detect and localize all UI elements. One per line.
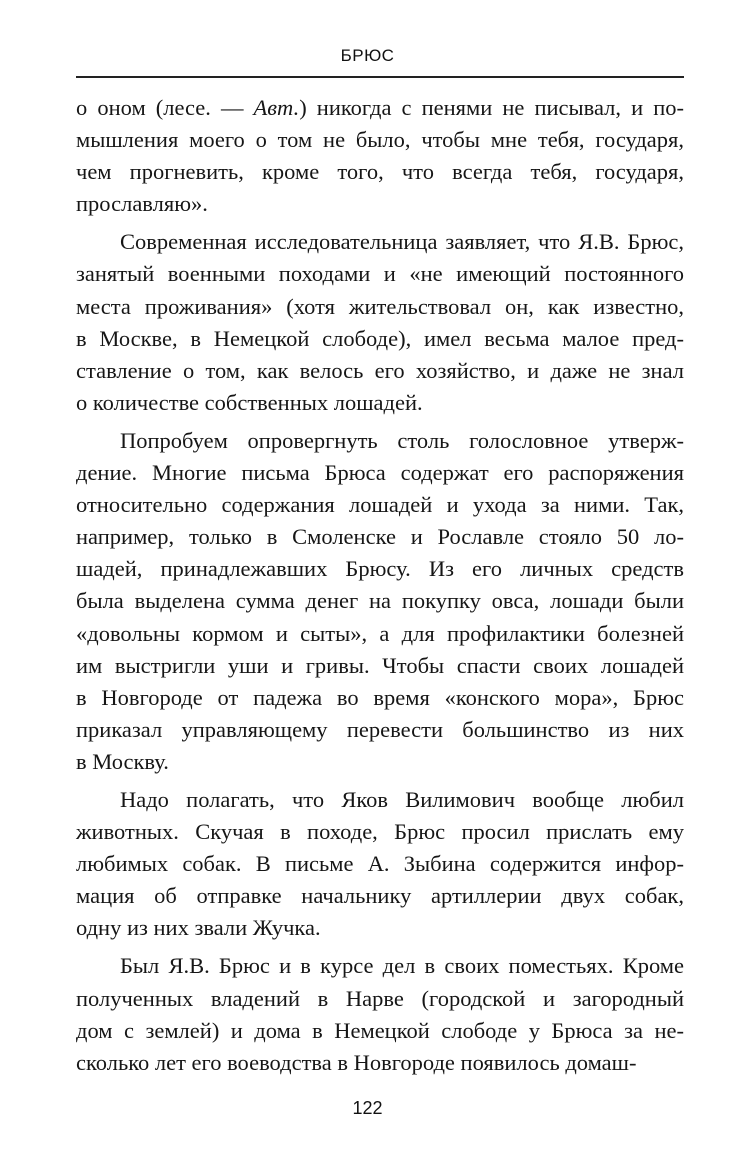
- text-line: шадей, принадлежавших Брюсу. Из его личных средств: [76, 556, 684, 582]
- text-line: была выделена сумма денег на покупку овса, лошади были: [76, 588, 684, 614]
- paragraph: [76, 784, 684, 944]
- text-line: приказал управляющему перевести большинство из них: [76, 716, 684, 742]
- text-line: Попробуем опровергнуть столь голословное утверж-: [120, 427, 684, 453]
- italic-abbreviation: Авт.: [253, 95, 300, 120]
- text-line: Современная исследовательница заявляет, что Я.В. Брюс,: [120, 229, 684, 255]
- text-line: в Москву.: [76, 748, 169, 774]
- paragraph: [76, 92, 684, 220]
- text-line: сколько лет его воеводства в Новгороде появилось домаш-: [76, 1049, 637, 1075]
- text-line: Надо полагать, что Яков Вилимович вообще любил: [120, 786, 684, 812]
- text-line: относительно содержания лошадей и ухода за ними. Так,: [76, 492, 684, 518]
- text-line: места проживания» (хотя жительствовал он, как известно,: [76, 293, 684, 319]
- text-line: одну из них звали Жучка.: [76, 915, 321, 941]
- text-line: мация об отправке начальнику артиллерии двух собак,: [76, 883, 684, 909]
- text-line: Был Я.В. Брюс и в курсе дел в своих поместьях. Кроме: [120, 953, 684, 979]
- header-rule: [76, 76, 684, 78]
- text-line: им выстригли уши и гривы. Чтобы спасти своих лошадей: [76, 652, 684, 678]
- text-line: прославляю».: [76, 191, 208, 217]
- text-line: например, только в Смоленске и Рославле стояло 50 ло-: [76, 524, 684, 550]
- text-line: в Москве, в Немецкой слободе), имел весьма малое пред-: [76, 325, 684, 351]
- text-line: дение. Многие письма Брюса содержат его распоряжения: [76, 460, 684, 486]
- text-line: мышления моего о том не было, чтобы мне тебя, государя,: [76, 127, 684, 153]
- paragraph: [76, 950, 684, 1078]
- text-line: чем прогневить, кроме того, что всегда тебя, государя,: [76, 159, 684, 185]
- paragraph: [76, 425, 684, 778]
- page-number: 122: [352, 1098, 383, 1118]
- text-line: занятый военными походами и «не имеющий постоянного: [76, 261, 684, 287]
- text-line: любимых собак. В письме А. Зыбина содержится инфор-: [76, 851, 684, 877]
- paragraph: [76, 226, 684, 419]
- text-line: животных. Скучая в походе, Брюс просил прислать ему: [76, 819, 684, 845]
- text-line: в Новгороде от падежа во время «конского мора», Брюс: [76, 684, 684, 710]
- text-line: о оном (лесе. — Авт.) никогда с пенями не писывал, и по-: [76, 95, 684, 120]
- text-line: ставление о том, как велось его хозяйство, и даже не знал: [76, 357, 684, 383]
- text-line: дом с землей) и дома в Немецкой слободе у Брюса за не-: [76, 1017, 684, 1043]
- running-head: БРЮС: [340, 46, 395, 65]
- text-line: «довольны кормом и сыты», а для профилактики болезней: [76, 620, 684, 646]
- body-text: [76, 92, 684, 1085]
- text-line: полученных владений в Нарве (городской и загородный: [76, 985, 684, 1011]
- text-line: о количестве собственных лошадей.: [76, 389, 423, 415]
